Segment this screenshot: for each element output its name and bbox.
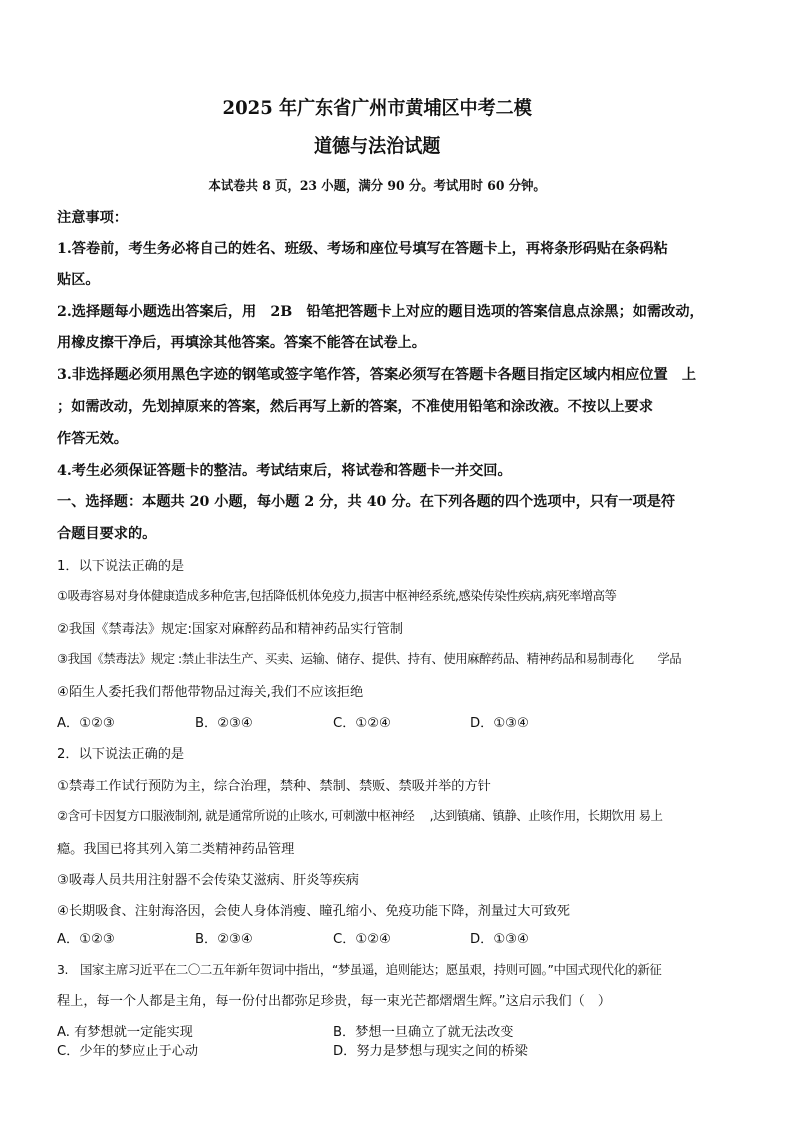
question-2-option-a: A．①②③ (57, 932, 115, 947)
section-heading: 合题目要求的。 (57, 526, 157, 542)
question-3-option-c: C．少年的梦应止于心动 (57, 1044, 199, 1059)
notice-line: 贴区。 (57, 272, 100, 288)
question-2-statement: ③吸毒人员共用注射器不会传染艾滋病、肝炎等疾病 (57, 873, 359, 888)
question-1-statement: ①吸毒容易对身体健康造成多种危害,包括降低机体免疫力,损害中枢神经系统,感染传染性疾病,病死率增高等 (57, 588, 617, 603)
question-1-statement: ③我国《禁毒法》规定 :禁止非法生产、买卖、运输、储存、提供、持有、使用麻醉药品、精神药品和易制毒化 学品 (57, 651, 682, 666)
question-1-stem: 1．以下说法正确的是 (57, 559, 185, 574)
notice-line: 2.选择题每小题选出答案后，用 2B 铅笔把答题卡上对应的题目选项的答案信息点涂黑；如需改动， (57, 304, 704, 320)
question-2-option-c: C．①②④ (333, 932, 391, 947)
question-1-option-a: A．①②③ (57, 716, 115, 731)
notice-line: ；如需改动，先划掉原来的答案，然后再写上新的答案，不准使用铅笔和涂改液。不按以上要求 (57, 399, 653, 415)
exam-info: 本试卷共 8 页，23 小题，满分 90 分。考试用时 60 分钟。 (208, 179, 546, 194)
question-3-option-b: B．梦想一旦确立了就无法改变 (333, 1025, 514, 1040)
question-2-statement: ①禁毒工作试行预防为主，综合治理，禁种、禁制、禁贩、禁吸并举的方针 (57, 779, 491, 794)
question-1-statement: ②我国《禁毒法》规定:国家对麻醉药品和精神药品实行管制 (57, 622, 403, 637)
exam-subtitle: 道德与法治试题 (313, 135, 441, 157)
question-1-option-b: B．②③④ (195, 716, 253, 731)
section-heading: 一、选择题：本题共 20 小题，每小题 2 分，共 40 分。在下列各题的四个选项中，只有一项是符 (57, 494, 676, 510)
question-1-option-d: D．①③④ (470, 716, 529, 731)
notice-line: 用橡皮擦干净后，再填涂其他答案。答案不能答在试卷上。 (57, 335, 426, 351)
question-3-stem: 程上，每一个人都是主角，每一份付出都弥足珍贵，每一束光芒都熠熠生辉。”这启示我们（ ） (57, 994, 612, 1009)
question-3-stem: 3. 国家主席习近平在二〇二五年新年贺词中指出，“梦虽遥，追则能达；愿虽艰，持则可圆。”中国式现代化的新征 (57, 962, 662, 977)
notice-heading: 注意事项： (57, 210, 128, 226)
question-2-statement: ②含可卡因复方口服液制剂, 就是通常所说的止咳水, 可刺激中枢神经 ,达到镇痛、镇静、止咳作用，长期饮用 易上 (57, 808, 663, 823)
notice-line: 1.答卷前，考生务必将自己的姓名、班级、考场和座位号填写在答题卡上，再将条形码贴在条码粘 (57, 241, 668, 257)
exam-title: 2025 年广东省广州市黄埔区中考二模 (222, 97, 532, 119)
question-2-statement: 瘾。我国已将其列入第二类精神药品管理 (57, 842, 295, 857)
question-1-statement: ④陌生人委托我们帮他带物品过海关,我们不应该拒绝 (57, 685, 364, 700)
question-2-option-d: D．①③④ (470, 932, 529, 947)
question-1-option-c: C．①②④ (333, 716, 391, 731)
notice-line: 3.非选择题必须用黑色字迹的钢笔或签字笔作答，答案必须写在答题卡各题目指定区域内相应位置 上 (57, 367, 697, 383)
question-3-option-a: A. 有梦想就一定能实现 (57, 1025, 193, 1040)
question-2-statement: ④长期吸食、注射海洛因，会使人身体消瘦、瞳孔缩小、免疫功能下降，剂量过大可致死 (57, 904, 570, 919)
question-2-stem: 2．以下说法正确的是 (57, 747, 185, 762)
notice-line: 4.考生必须保证答题卡的整洁。考试结束后，将试卷和答题卡一并交回。 (57, 463, 512, 479)
question-3-option-d: D．努力是梦想与现实之间的桥梁 (333, 1044, 528, 1059)
notice-line: 作答无效。 (57, 431, 128, 447)
question-2-option-b: B．②③④ (195, 932, 253, 947)
